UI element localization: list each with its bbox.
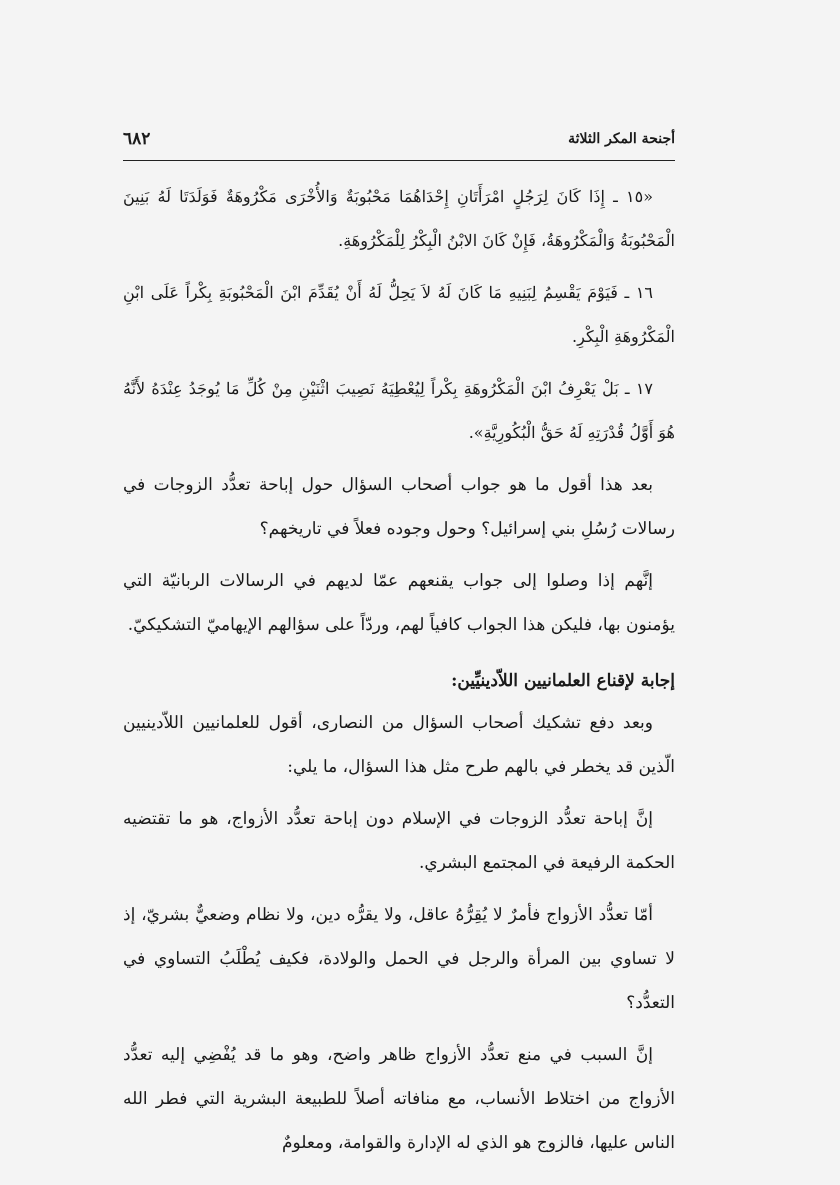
hadith-verse-16: ١٦ ـ فَيَوْمَ يَقْسِمُ لِبَنِيهِ مَا كَانَ لَهُ لاَ يَحِلُّ لَهُ أَنْ يُقَدِّمَ ابْنَ الْمَحْبُوبَةِ بِكْراً عَلَى ابْنِ الْمَكْرُوهَةِ الْبِكْرِ.: [123, 283, 675, 346]
paragraph: إنَّهم إذا وصلوا إلى جواب يقنعهم عمّا لديهم في الرسالات الربانيّة التي يؤمنون بها، فليكن هذا الجواب كافياً لهم، وردّاً على سؤالهم الإيهاميّ التشكيكيّ.: [123, 571, 675, 635]
page-header: [123, 127, 675, 157]
hadith-verse-15: «١٥ ـ إِذَا كَانَ لِرَجُلٍ امْرَأَتَانِ إِحْدَاهُمَا مَحْبُوبَةٌ وَالأُخْرَى مَكْرُوهَةٌ فَوَلَدَتَا لَهُ بَنِينَ الْمَحْبُوبَةُ وَالْمَكْرُوهَةُ، فَإِنْ كَانَ الابْنُ الْبِكْرُ لِلْمَكْرُوهَةِ.: [123, 187, 675, 250]
page-number: ٦٨٢: [123, 129, 151, 149]
paragraph: بعد هذا أقول ما هو جواب أصحاب السؤال حول إباحة تعدُّد الزوجات في رسالات رُسُلِ بني إسرائيل؟ وحول وجوده فعلاً في تاريخهم؟: [123, 475, 675, 539]
paragraph: وبعد دفع تشكيك أصحاب السؤال من النصارى، أقول للعلمانيين اللاّدينيين الّذين قد يخطر في بالهم طرح مثل هذا السؤال، ما يلي:: [123, 713, 675, 777]
paragraph: إنَّ السبب في منع تعدُّد الأزواج ظاهر واضح، وهو ما قد يُفْضِي إليه تعدُّد الأزواج من اختلاط الأنساب، مع منافاته أصلاً للطبيعة البشرية التي فطر الله الناس عليها، فالزوج هو الذي له الإدارة والقوامة، ومعلومٌ: [123, 1045, 675, 1153]
section-heading: إجابة لإقناع العلمانيين اللاّدينيِّين:: [451, 671, 675, 691]
paragraph: إنَّ إباحة تعدُّد الزوجات في الإسلام دون إباحة تعدُّد الأزواج، هو ما تقتضيه الحكمة الرفيعة في المجتمع البشري.: [123, 809, 675, 873]
hadith-verse-17: ١٧ ـ بَلْ يَعْرِفُ ابْنَ الْمَكْرُوهَةِ بِكْراً لِيُعْطِيَهُ نَصِيبَ اثْنَيْنِ مِنْ كُلِّ مَا يُوجَدُ عِنْدَهُ لأَنَّهُ هُوَ أَوَّلُ قُدْرَتِهِ لَهُ حَقُّ الْبُكُورِيَّةِ».: [123, 379, 675, 442]
running-title: أجنحة المكر الثلاثة: [568, 131, 675, 147]
paragraph: أمّا تعدُّد الأزواج فأمرٌ لا يُقِرُّهُ عاقل، ولا يقرُّه دين، ولا نظام وضعيٌّ بشريّ، إذ لا تساوي بين المرأة والرجل في الحمل والولادة، فكيف يُطْلَبُ التساوي في التعدُّد؟: [123, 905, 675, 1013]
body-text: [123, 175, 675, 1173]
header-rule: [123, 160, 675, 161]
